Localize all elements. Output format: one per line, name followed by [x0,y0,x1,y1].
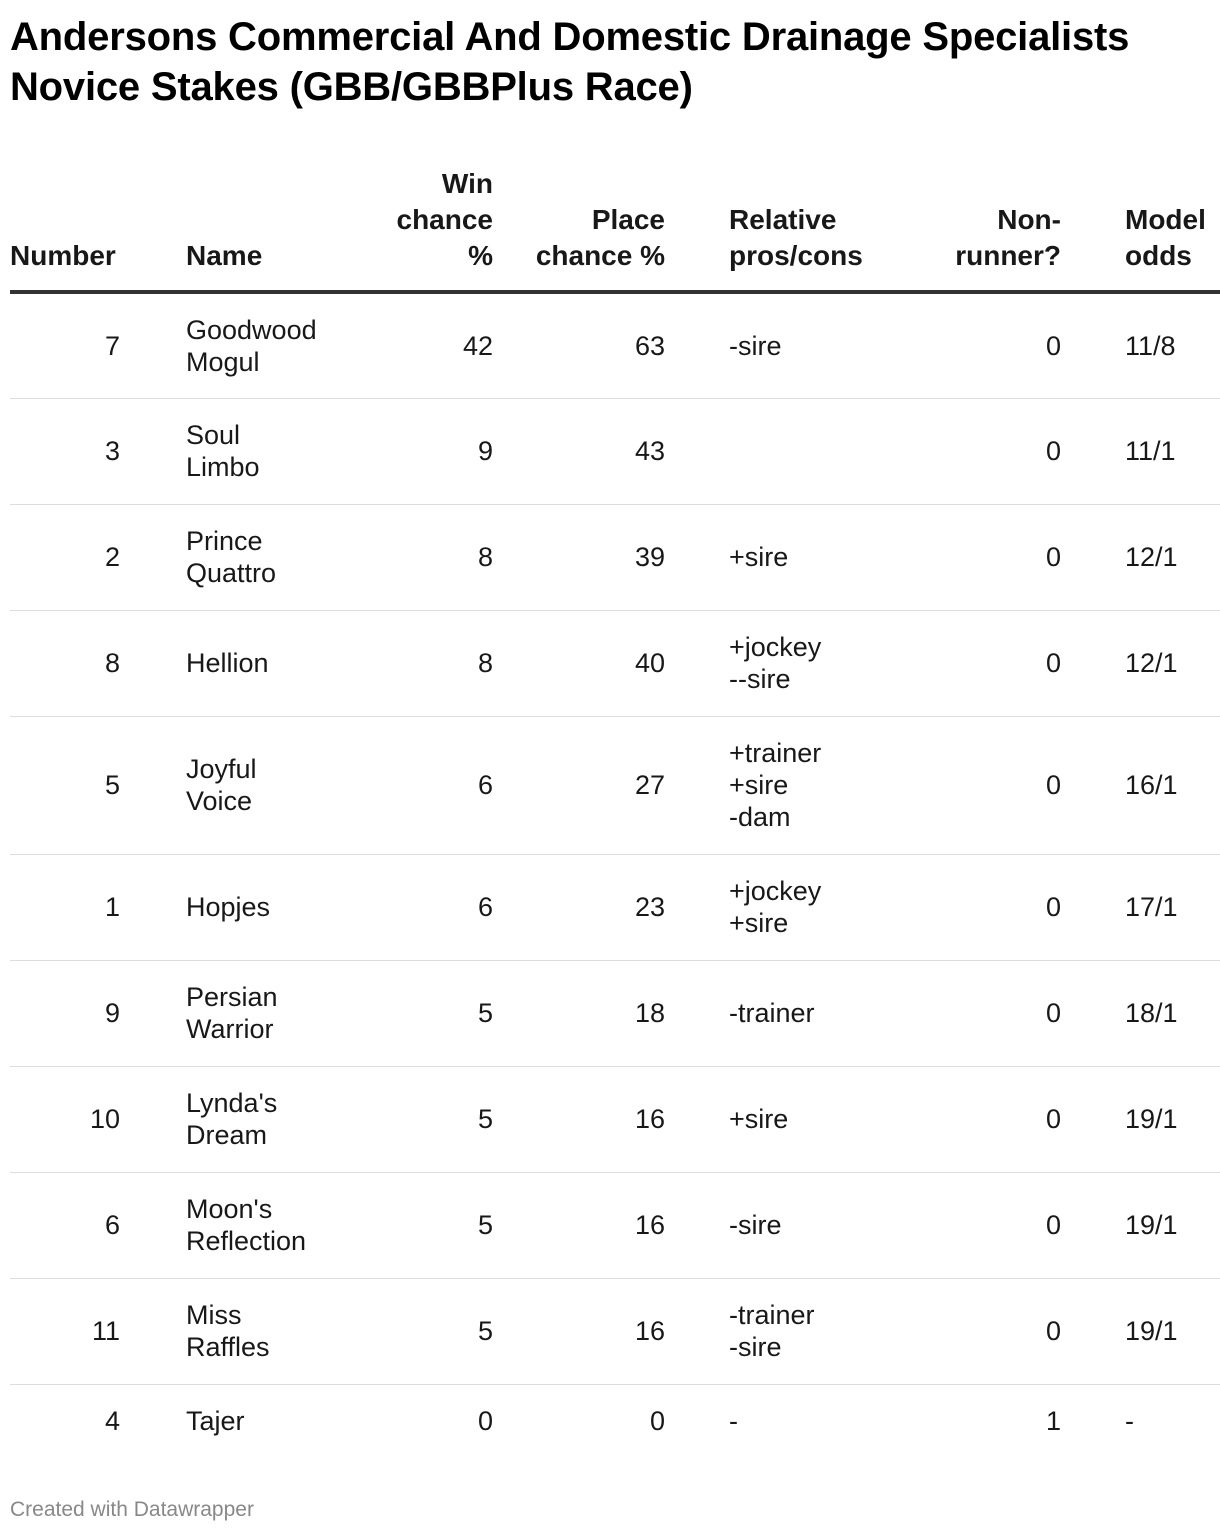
cell-non-runner: 0 [909,854,1061,960]
header-win-chance[interactable]: Win chance % [386,162,493,292]
cell-name: Persian Warrior [186,960,386,1066]
cell-model-odds: 16/1 [1125,716,1220,854]
cell-model-odds: 18/1 [1125,960,1220,1066]
cell-pros-cons: -sire [729,1172,909,1278]
cell-non-runner: 0 [909,1066,1061,1172]
cell-win-chance: 6 [386,716,493,854]
race-table [10,162,1220,1458]
cell-pros-cons: - [729,1406,738,1437]
cell-non-runner: 0 [909,398,1061,504]
cell-spacer [120,1172,186,1278]
cell-model-odds: 12/1 [1125,610,1220,716]
cell-spacer [665,292,729,398]
cell-number: 4 [104,1406,120,1437]
cell-spacer [120,1278,186,1384]
cell-number: 8 [10,610,120,716]
cell-spacer [1061,1066,1125,1172]
cell-spacer [120,1066,186,1172]
cell-win-chance: 0 [477,1406,493,1437]
table-row [10,504,1220,610]
cell-win-chance: 5 [386,1066,493,1172]
cell-spacer [1061,1172,1125,1278]
cell-pros-cons: +jockey --sire [729,610,909,716]
table-row [10,1066,1220,1172]
cell-number: 5 [10,716,120,854]
cell-non-runner: 0 [909,1172,1061,1278]
cell-name: Hellion [186,610,386,716]
cell-pros-cons: -sire [729,292,909,398]
page-title: Andersons Commercial And Domestic Drainage Specialists Novice Stakes (GBB/GBBPlus Race) [10,15,1130,109]
cell-win-chance: 5 [386,960,493,1066]
cell-place-chance: 16 [493,1172,665,1278]
cell-pros-cons: -trainer [729,960,909,1066]
cell-spacer [1061,716,1125,854]
cell-number: 11 [10,1278,120,1384]
cell-spacer [665,1172,729,1278]
cell-name: Goodwood Mogul [186,292,386,398]
cell-spacer [1061,960,1125,1066]
table-row [10,716,1220,854]
cell-number: 10 [10,1066,120,1172]
cell-non-runner: 0 [909,292,1061,398]
cell-number: 9 [10,960,120,1066]
cell-spacer [120,504,186,610]
cell-spacer [120,960,186,1066]
header-pros-cons[interactable]: Relative pros/cons [729,162,909,292]
cell-number: 6 [10,1172,120,1278]
cell-place-chance: 16 [493,1278,665,1384]
cell-spacer [120,854,186,960]
cell-win-chance: 6 [386,854,493,960]
table-row [10,1384,1220,1458]
header-name[interactable]: Name [186,162,386,292]
cell-spacer [665,1278,729,1384]
cell-name: Miss Raffles [186,1278,386,1384]
cell-place-chance: 40 [493,610,665,716]
cell-spacer [120,610,186,716]
cell-place-chance: 0 [649,1406,665,1437]
cell-spacer [665,504,729,610]
cell-place-chance: 63 [493,292,665,398]
cell-place-chance: 27 [493,716,665,854]
cell-name: Hopjes [186,854,386,960]
cell-model-odds: 11/1 [1125,398,1220,504]
table-row [10,854,1220,960]
cell-number: 3 [10,398,120,504]
cell-spacer [665,716,729,854]
cell-model-odds: 12/1 [1125,504,1220,610]
cell-name: Tajer [186,1406,245,1437]
cell-spacer [665,1066,729,1172]
table-row [10,610,1220,716]
cell-spacer [120,1384,186,1458]
cell-spacer [120,292,186,398]
table-row [10,1278,1220,1384]
cell-spacer [665,854,729,960]
cell-spacer [120,716,186,854]
cell-win-chance: 8 [386,610,493,716]
cell-spacer [1061,854,1125,960]
cell-spacer [1061,292,1125,398]
header-spacer [665,162,729,292]
cell-model-odds: 19/1 [1125,1278,1220,1384]
header-spacer [1061,162,1125,292]
cell-spacer [1061,610,1125,716]
cell-pros-cons: +jockey +sire [729,854,909,960]
table-row [10,960,1220,1066]
cell-spacer [1061,504,1125,610]
cell-non-runner: 0 [909,504,1061,610]
cell-win-chance: 5 [386,1172,493,1278]
cell-non-runner: 0 [909,960,1061,1066]
cell-spacer [1061,1384,1125,1458]
cell-win-chance: 42 [386,292,493,398]
cell-pros-cons: +trainer +sire -dam [729,716,909,854]
cell-place-chance: 23 [493,854,665,960]
cell-non-runner: 0 [909,716,1061,854]
cell-name: Lynda's Dream [186,1066,386,1172]
cell-spacer [665,398,729,504]
cell-non-runner: 0 [909,610,1061,716]
table-row [10,292,1220,398]
cell-win-chance: 9 [386,398,493,504]
page-wrapper [10,0,1210,1437]
cell-model-odds: - [1125,1406,1134,1437]
cell-model-odds: 17/1 [1125,854,1220,960]
cell-model-odds: 11/8 [1125,292,1220,398]
header-row [10,162,1220,292]
cell-non-runner: 0 [909,1278,1061,1384]
cell-spacer [1061,1278,1125,1384]
cell-name: Moon's Reflection [186,1172,386,1278]
cell-number: 2 [10,504,120,610]
table-body [10,292,1220,1458]
cell-spacer [665,960,729,1066]
cell-place-chance: 18 [493,960,665,1066]
cell-number: 1 [10,854,120,960]
cell-place-chance: 39 [493,504,665,610]
attribution-footer: Created with Datawrapper [10,1498,254,1521]
cell-spacer [665,1384,729,1458]
cell-model-odds: 19/1 [1125,1066,1220,1172]
cell-win-chance: 5 [386,1278,493,1384]
cell-pros-cons: -trainer -sire [729,1278,909,1384]
header-model-odds[interactable]: Model odds [1125,162,1220,292]
cell-pros-cons: +sire [729,1066,909,1172]
cell-pros-cons [729,398,909,504]
cell-place-chance: 16 [493,1066,665,1172]
cell-name: Joyful Voice [186,716,386,854]
cell-pros-cons: +sire [729,504,909,610]
header-non-runner[interactable]: Non-runner? [909,162,1061,292]
cell-spacer [1061,398,1125,504]
cell-model-odds: 19/1 [1125,1172,1220,1278]
header-number[interactable]: Number [10,162,120,292]
cell-spacer [120,398,186,504]
header-place-chance[interactable]: Place chance % [493,162,665,292]
cell-win-chance: 8 [386,504,493,610]
table-row [10,1172,1220,1278]
header-spacer [120,162,186,292]
cell-number: 7 [10,292,120,398]
cell-name: Prince Quattro [186,504,386,610]
cell-name: Soul Limbo [186,398,386,504]
table-header [10,162,1220,292]
table-row [10,398,1220,504]
cell-non-runner: 1 [1045,1406,1061,1437]
cell-place-chance: 43 [493,398,665,504]
cell-spacer [665,610,729,716]
